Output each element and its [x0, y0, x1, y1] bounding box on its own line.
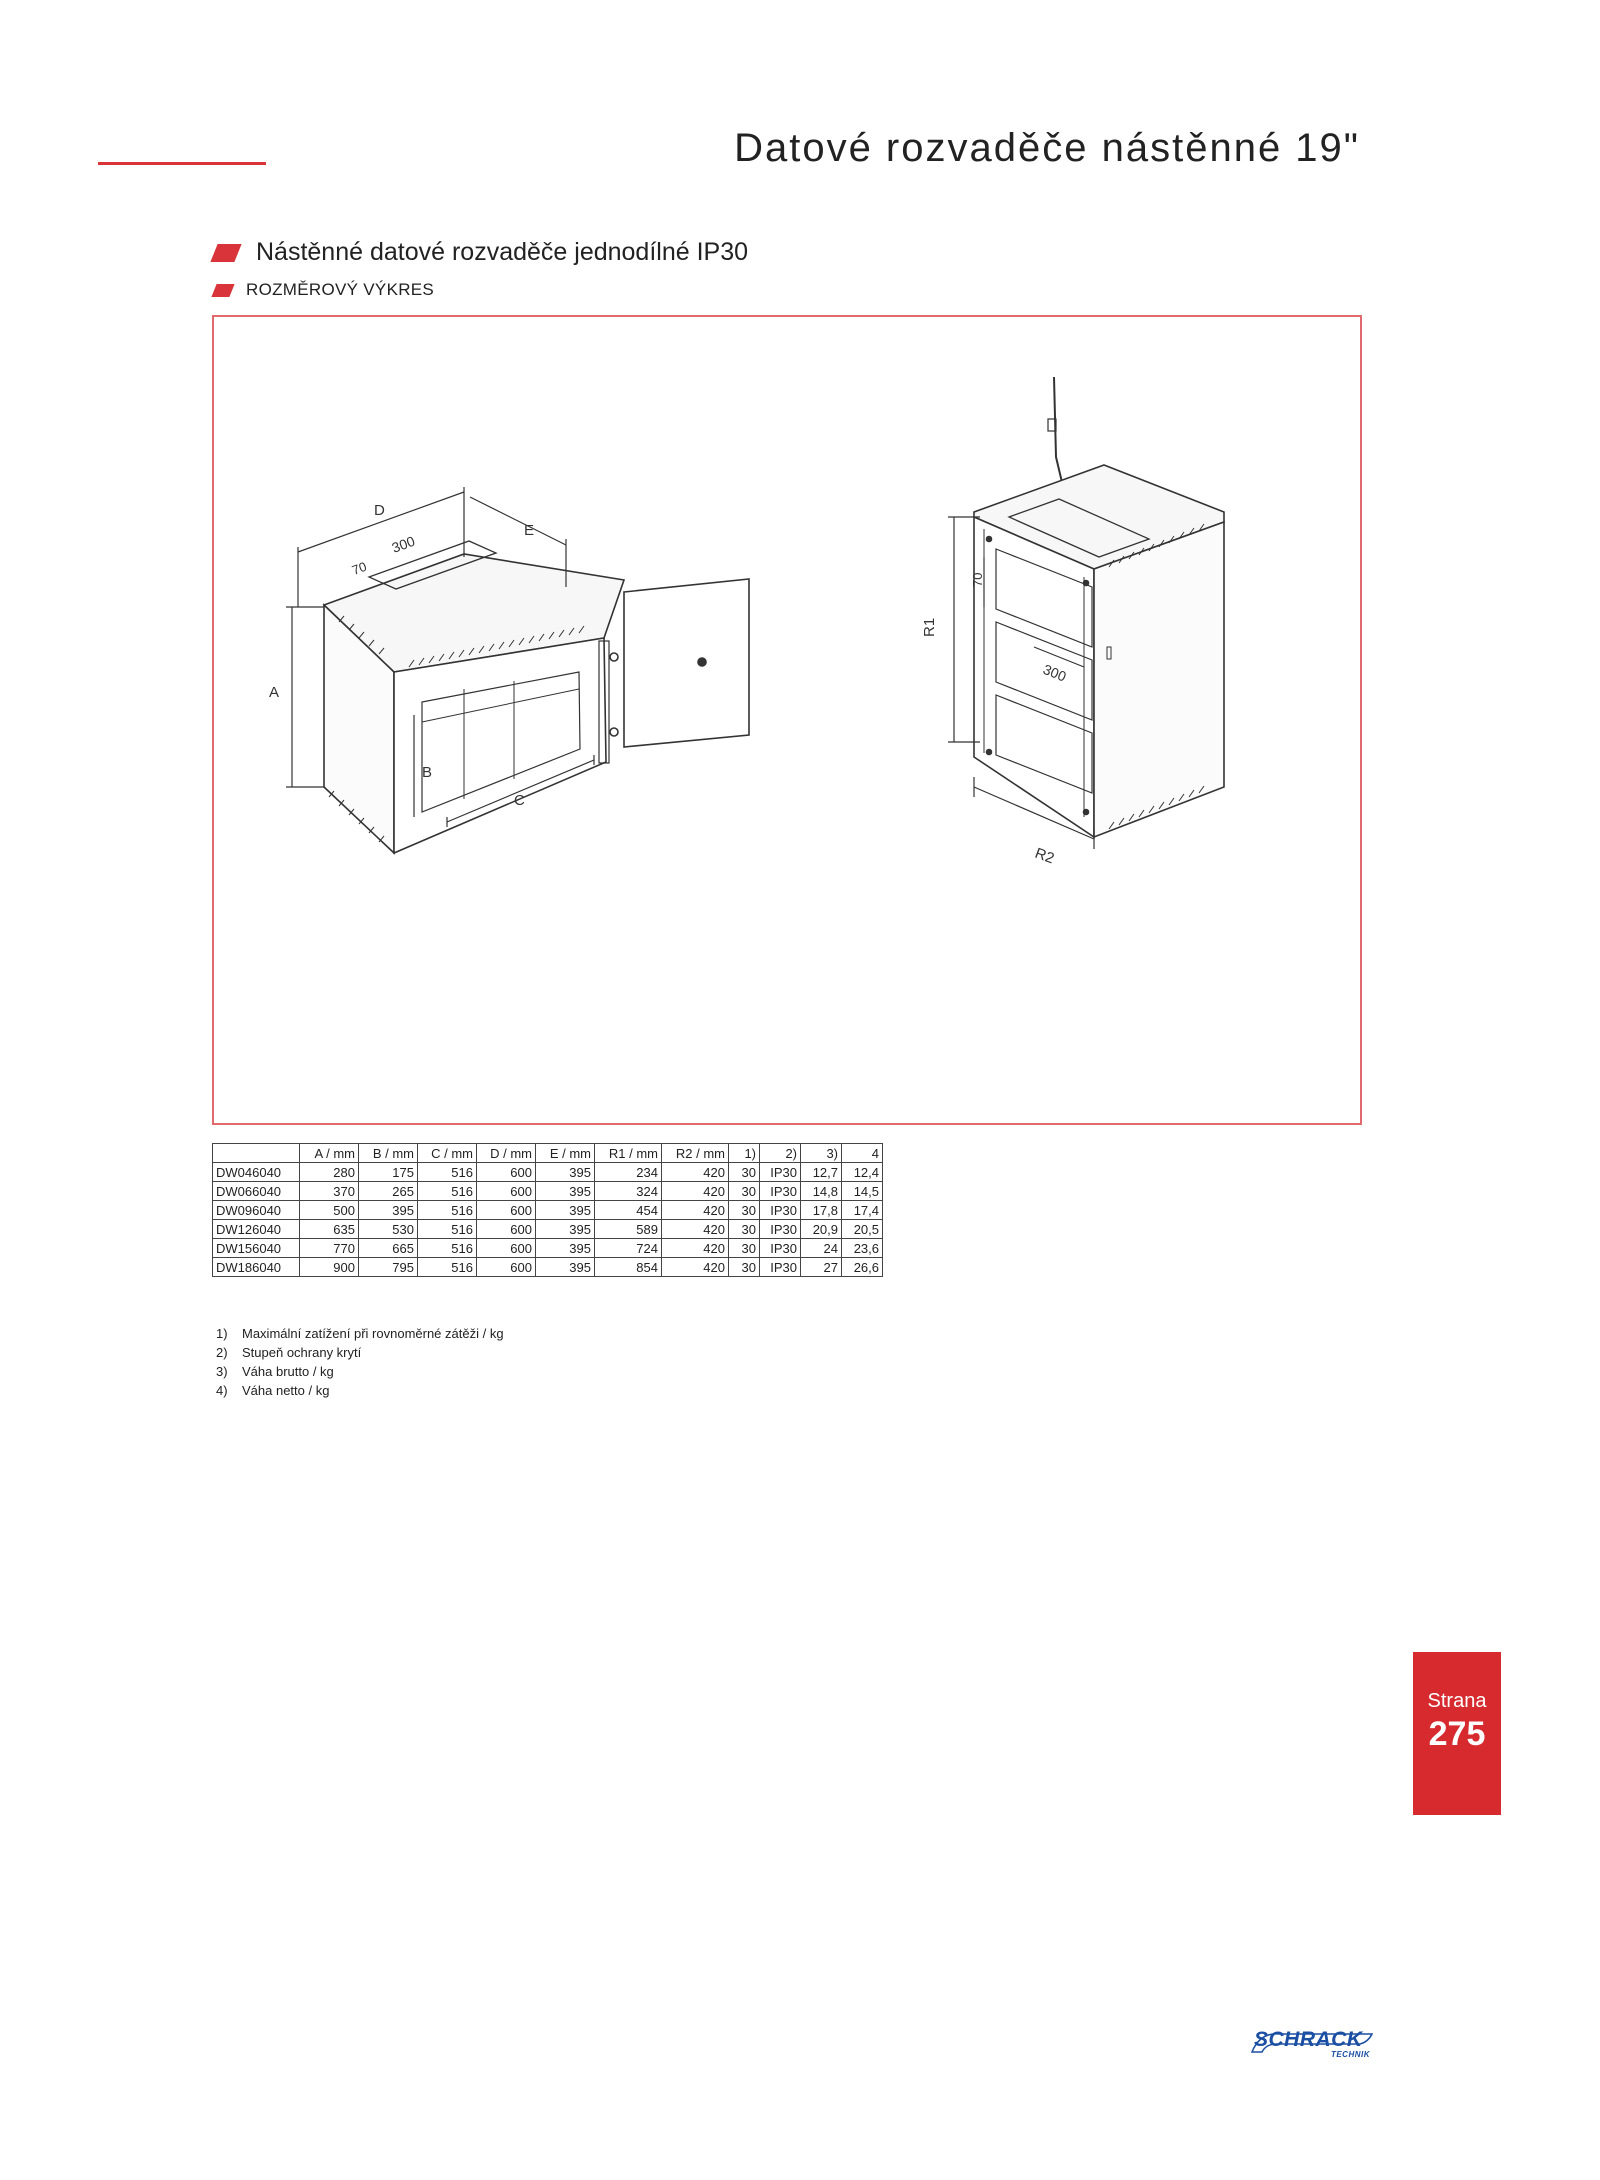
- cabinet-drawing-svg: [214, 317, 1360, 1123]
- footnotes: [216, 1324, 504, 1400]
- table-cell: 516: [418, 1239, 477, 1258]
- table-cell: 516: [418, 1258, 477, 1277]
- table-cell: 516: [418, 1201, 477, 1220]
- page-title: Datové rozvaděče nástěnné 19": [734, 126, 1360, 170]
- table-cell: 14,8: [801, 1182, 842, 1201]
- table-cell: 30: [729, 1239, 760, 1258]
- table-cell: 516: [418, 1182, 477, 1201]
- table-cell: 600: [477, 1258, 536, 1277]
- dim-label-a: A: [269, 684, 280, 701]
- table-header-cell: R2 / mm: [662, 1144, 729, 1163]
- table-cell: 770: [300, 1239, 359, 1258]
- table-cell: 854: [595, 1258, 662, 1277]
- table-cell: 600: [477, 1201, 536, 1220]
- table-row: [213, 1258, 883, 1277]
- section-title: Nástěnné datové rozvaděče jednodílné IP30: [256, 238, 749, 266]
- dim-label-70-rear: 70: [970, 572, 985, 587]
- footnote-number: 4): [216, 1383, 228, 1398]
- table-cell: 17,4: [842, 1201, 883, 1220]
- table-header-cell: A / mm: [300, 1144, 359, 1163]
- dim-label-d: D: [374, 502, 385, 519]
- table-row: [213, 1182, 883, 1201]
- table-cell: 635: [300, 1220, 359, 1239]
- table-cell: 420: [662, 1163, 729, 1182]
- header-rule: [98, 162, 266, 165]
- table-cell-model: DW156040: [213, 1239, 300, 1258]
- brand-sub: TECHNIK: [1330, 2050, 1370, 2059]
- dim-label-b: B: [422, 764, 433, 781]
- footnote-text: Váha netto / kg: [242, 1383, 330, 1398]
- table-cell: 26,6: [842, 1258, 883, 1277]
- footnote-number: 3): [216, 1364, 228, 1379]
- table-cell: 900: [300, 1258, 359, 1277]
- table-cell: 234: [595, 1163, 662, 1182]
- footnote-text: Váha brutto / kg: [242, 1364, 334, 1379]
- dim-label-e: E: [524, 522, 535, 539]
- cabinet-front-view: [269, 487, 749, 853]
- table-cell: 600: [477, 1239, 536, 1258]
- table-cell: IP30: [760, 1182, 801, 1201]
- door-lock-icon: [698, 658, 706, 666]
- table-cell: 516: [418, 1163, 477, 1182]
- table-cell-model: DW186040: [213, 1258, 300, 1277]
- table-row: [213, 1239, 883, 1258]
- table-cell: IP30: [760, 1220, 801, 1239]
- table-cell: 395: [536, 1220, 595, 1239]
- table-cell: IP30: [760, 1258, 801, 1277]
- brand-name: SCHRACK: [1254, 2028, 1363, 2051]
- table-cell: 420: [662, 1220, 729, 1239]
- subsection-marker-icon: [211, 284, 234, 297]
- table-header-cell: 4: [842, 1144, 883, 1163]
- table-header-cell: 3): [801, 1144, 842, 1163]
- table-header-cell: 2): [760, 1144, 801, 1163]
- table-cell: 27: [801, 1258, 842, 1277]
- table-cell: 420: [662, 1182, 729, 1201]
- section-title-row: [214, 238, 748, 267]
- table-cell: 280: [300, 1163, 359, 1182]
- table-cell: 795: [359, 1258, 418, 1277]
- dimensions-table: [212, 1143, 883, 1277]
- footnote: [216, 1343, 504, 1362]
- table-cell: 395: [536, 1201, 595, 1220]
- table-cell: 516: [418, 1220, 477, 1239]
- footnote-text: Stupeň ochrany krytí: [242, 1345, 362, 1360]
- table-cell: 530: [359, 1220, 418, 1239]
- table-cell: IP30: [760, 1163, 801, 1182]
- table-cell: 454: [595, 1201, 662, 1220]
- table-cell-model: DW126040: [213, 1220, 300, 1239]
- table-cell: 600: [477, 1220, 536, 1239]
- table-row: [213, 1220, 883, 1239]
- cabinet-rear-view: [921, 377, 1224, 867]
- section-marker-icon: [210, 244, 241, 262]
- table-header-cell: 1): [729, 1144, 760, 1163]
- table-header-cell: E / mm: [536, 1144, 595, 1163]
- page-number-badge: [1413, 1652, 1501, 1815]
- table-cell: 30: [729, 1201, 760, 1220]
- table-cell: 395: [536, 1239, 595, 1258]
- table-cell: 724: [595, 1239, 662, 1258]
- dimension-drawing: [212, 315, 1362, 1125]
- table-row: [213, 1163, 883, 1182]
- table-cell: 30: [729, 1258, 760, 1277]
- table-cell: 20,5: [842, 1220, 883, 1239]
- dim-label-c: C: [514, 792, 525, 809]
- table-header-cell: C / mm: [418, 1144, 477, 1163]
- table-cell: 395: [536, 1258, 595, 1277]
- table-header-cell: B / mm: [359, 1144, 418, 1163]
- table-cell: 500: [300, 1201, 359, 1220]
- table-cell-model: DW096040: [213, 1201, 300, 1220]
- table-cell: 14,5: [842, 1182, 883, 1201]
- table-cell: 420: [662, 1201, 729, 1220]
- table-cell: 395: [536, 1182, 595, 1201]
- footnote-text: Maximální zatížení při rovnoměrné zátěži / kg: [242, 1326, 504, 1341]
- table-cell: 589: [595, 1220, 662, 1239]
- table-cell-model: DW066040: [213, 1182, 300, 1201]
- footnote-number: 1): [216, 1326, 228, 1341]
- table-cell: 23,6: [842, 1239, 883, 1258]
- table-cell: 20,9: [801, 1220, 842, 1239]
- table-cell: 265: [359, 1182, 418, 1201]
- schrack-logo: [1250, 2028, 1374, 2062]
- table-cell: 30: [729, 1163, 760, 1182]
- table-cell: 395: [359, 1201, 418, 1220]
- dim-label-70-top: 70: [349, 558, 369, 578]
- table-cell: 420: [662, 1239, 729, 1258]
- table-cell: 395: [536, 1163, 595, 1182]
- footnote: [216, 1362, 504, 1381]
- table-row: [213, 1201, 883, 1220]
- footnote: [216, 1324, 504, 1343]
- table-cell: 30: [729, 1220, 760, 1239]
- table-cell: 12,4: [842, 1163, 883, 1182]
- page-label: Strana: [1427, 1690, 1487, 1712]
- dim-label-r2: R2: [1032, 844, 1057, 868]
- dim-label-r1: R1: [921, 617, 938, 637]
- footnote-number: 2): [216, 1345, 228, 1360]
- section-subtitle: ROZMĚROVÝ VÝKRES: [246, 280, 435, 299]
- dim-label-300-rear: 300: [1040, 660, 1069, 685]
- table-cell: 370: [300, 1182, 359, 1201]
- table-cell: 665: [359, 1239, 418, 1258]
- table-cell: 324: [595, 1182, 662, 1201]
- open-door: [624, 579, 749, 747]
- table-cell: 24: [801, 1239, 842, 1258]
- table-cell: IP30: [760, 1201, 801, 1220]
- footnote: [216, 1381, 504, 1400]
- table-cell: 12,7: [801, 1163, 842, 1182]
- table-header-row: [213, 1144, 883, 1163]
- table-header-cell: R1 / mm: [595, 1144, 662, 1163]
- table-cell: 175: [359, 1163, 418, 1182]
- table-cell: 30: [729, 1182, 760, 1201]
- table-cell: 17,8: [801, 1201, 842, 1220]
- table-header-cell: D / mm: [477, 1144, 536, 1163]
- table-cell: IP30: [760, 1239, 801, 1258]
- table-cell: 600: [477, 1163, 536, 1182]
- table-cell: 420: [662, 1258, 729, 1277]
- table-cell: 600: [477, 1182, 536, 1201]
- section-subtitle-row: [214, 280, 434, 300]
- page-number: 275: [1428, 1715, 1486, 1753]
- table-header-cell: [213, 1144, 300, 1163]
- table-cell-model: DW046040: [213, 1163, 300, 1182]
- dim-label-300-top: 300: [389, 532, 417, 556]
